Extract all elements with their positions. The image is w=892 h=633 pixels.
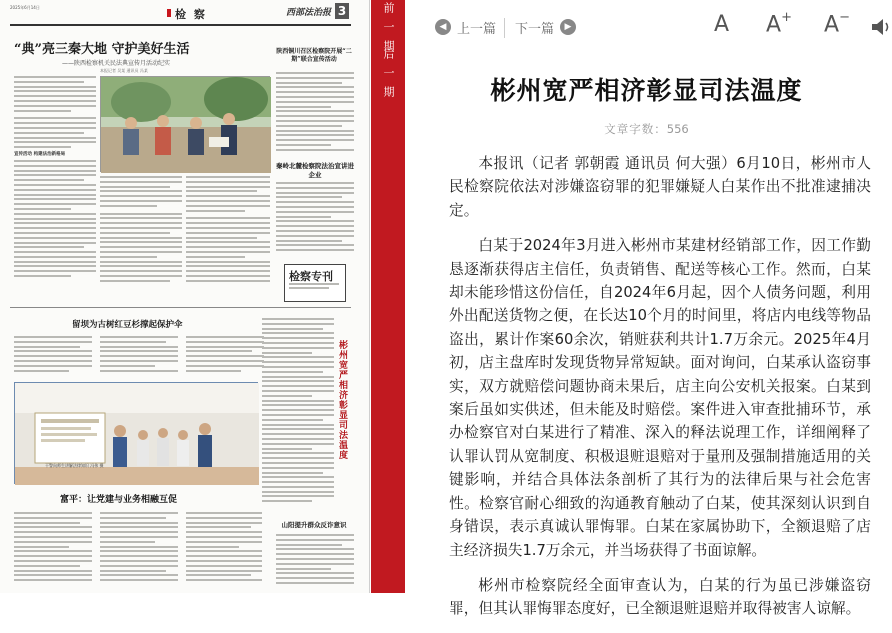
main-story-column-1[interactable]: [14, 76, 96, 301]
story3-column-3[interactable]: [186, 512, 262, 592]
story3-headline[interactable]: 富平：让党建与业务相融互促: [60, 495, 178, 505]
main-story-column-3[interactable]: [186, 176, 270, 301]
prev-article-button[interactable]: [435, 14, 496, 40]
main-story-column-2[interactable]: [100, 176, 182, 301]
story3-column-2[interactable]: [100, 512, 178, 592]
story2-headline[interactable]: 留坝为古树红豆杉撑起保护伞: [72, 320, 183, 330]
word-count: [405, 121, 888, 137]
font-larger-button[interactable]: [766, 12, 792, 37]
next-article-button[interactable]: [515, 14, 582, 40]
story2-column-1[interactable]: [14, 336, 92, 380]
masthead-date: 2025年6月14日: [10, 5, 40, 10]
newspaper-page[interactable]: [0, 0, 370, 593]
binzhou-vertical-headline[interactable]: 彬州宽严相济彰显司法温度: [337, 340, 347, 460]
font-larger-label: A: [766, 12, 782, 38]
story3-photo[interactable]: [14, 382, 258, 484]
masthead-paper-name: 西部法治报: [285, 8, 331, 18]
binzhou-story-column[interactable]: [262, 318, 334, 513]
main-subhead: ——陕西检察机关民法典宣传月活动纪实: [62, 60, 171, 67]
side-story-2[interactable]: [276, 182, 354, 260]
article-body: [449, 152, 871, 633]
side-headline-1[interactable]: 陕西铜川召区检察院开展“二期”联合宣传活动: [276, 48, 352, 63]
article-paragraph-3: 彬州市检察院经全面审查认为，白某的行为虽已涉嫌盗窃罪，但其认罪悔罪态度好，已全额退赃退赔并取得被害人谅解。: [449, 576, 871, 618]
side-story-1[interactable]: [276, 72, 354, 160]
minus-icon: −: [839, 10, 850, 25]
article-reader: [405, 0, 888, 618]
main-photo[interactable]: [100, 76, 270, 172]
journal-box[interactable]: [284, 264, 346, 302]
article-paragraph-2: 白某于2024年3月进入彬州市某建材经销部工作，因工作勤恳逐渐获得店主信任，负责销售、配送等核心工作。然而，白某却未能珍惜这份信任，自2024年6月起，因个人债务问题，利用外出配送货物之便，在长达10个月的时间里，将店内电线等物品盗出，累计作案60余次，销赃获利共计1.7万余元。2025年4月初，店主盘库时发现货物异常短缺。面对询问，白某承认盗窃事实，双方就赔偿问题协商未果后，店主向公安机关报案。白某到案后虽如实供述，但未能及时赔偿。案件进入审查批捕环节，承办检察官对白某进行了精准、深入的释法说理工作，详细阐释了认罪认罚从宽制度、积极退赃退赔对于量刑及强制措施适用的关键影响，并结合具体法条剖析了其行为的法律后果与社会危害性。检察官耐心细致的沟通教育触动了白某，使其深刻认识到自身错误，表示真诚认罪悔罪。白某在家属协助下，全额退赔了店主经济损失1.7万余元，并当场获得了书面谅解。: [449, 237, 871, 559]
masthead-section: 检 察: [175, 8, 207, 21]
section-divider-1: [10, 307, 351, 308]
story3-column-1[interactable]: [14, 512, 92, 592]
lead-heading: 宣传活动 构建法治新格局: [14, 151, 66, 157]
masthead-page-number: 3: [335, 3, 349, 19]
plus-icon: +: [781, 10, 792, 25]
chevron-right-icon: ▶: [560, 19, 576, 35]
reader-toolbar: [405, 0, 888, 50]
font-normal-label: A: [714, 12, 730, 37]
chevron-left-icon: ◀: [435, 19, 451, 35]
story3-photo-caption: 干警向师生讲解法律知识 冯伟 摄: [45, 463, 104, 468]
side-headline-2[interactable]: 秦岭北麓检察院法治宣讲进企业: [276, 162, 354, 179]
story2-column-3[interactable]: [186, 336, 264, 380]
issue-nav-strip: [371, 0, 405, 593]
main-headline[interactable]: “典”亮三秦大地 守护美好生活: [14, 42, 190, 57]
word-count-label: 文章字数：: [604, 122, 667, 136]
main-photo-image: [101, 77, 271, 173]
article-paragraph-1: 本报讯（记者 郭朝霞 通讯员 何大强）6月10日，彬州市人民检察院依法对涉嫌盗窃罪的犯罪嫌疑人白某作出不批准逮捕决定。: [449, 155, 871, 219]
journal-subtitle-line: [289, 283, 339, 292]
journal-title: 检察专刊: [289, 270, 333, 283]
story2-column-2[interactable]: [100, 336, 178, 380]
prev-issue-label: 前一期: [382, 2, 395, 59]
masthead: [10, 3, 351, 23]
article-title: 彬州宽严相济彰显司法温度: [490, 76, 803, 105]
font-smaller-label: A: [824, 12, 840, 38]
side-headline-3[interactable]: 山阳提升群众反诈意识: [281, 521, 347, 529]
main-byline: 本报记者 吴某 通讯员 冯某: [100, 68, 148, 73]
next-issue-link[interactable]: [371, 46, 405, 105]
prev-article-label: 上一篇: [457, 21, 497, 37]
font-smaller-button[interactable]: [824, 12, 850, 37]
font-normal-button[interactable]: [714, 12, 729, 37]
next-issue-label: 后一期: [382, 48, 395, 105]
masthead-rule: [10, 24, 351, 26]
side-story-3[interactable]: [276, 534, 354, 592]
speaker-icon[interactable]: [870, 18, 892, 36]
toolbar-divider: [504, 18, 505, 38]
word-count-value: 556: [666, 122, 689, 136]
story3-photo-image: [15, 383, 259, 485]
next-article-label: 下一篇: [515, 21, 555, 37]
